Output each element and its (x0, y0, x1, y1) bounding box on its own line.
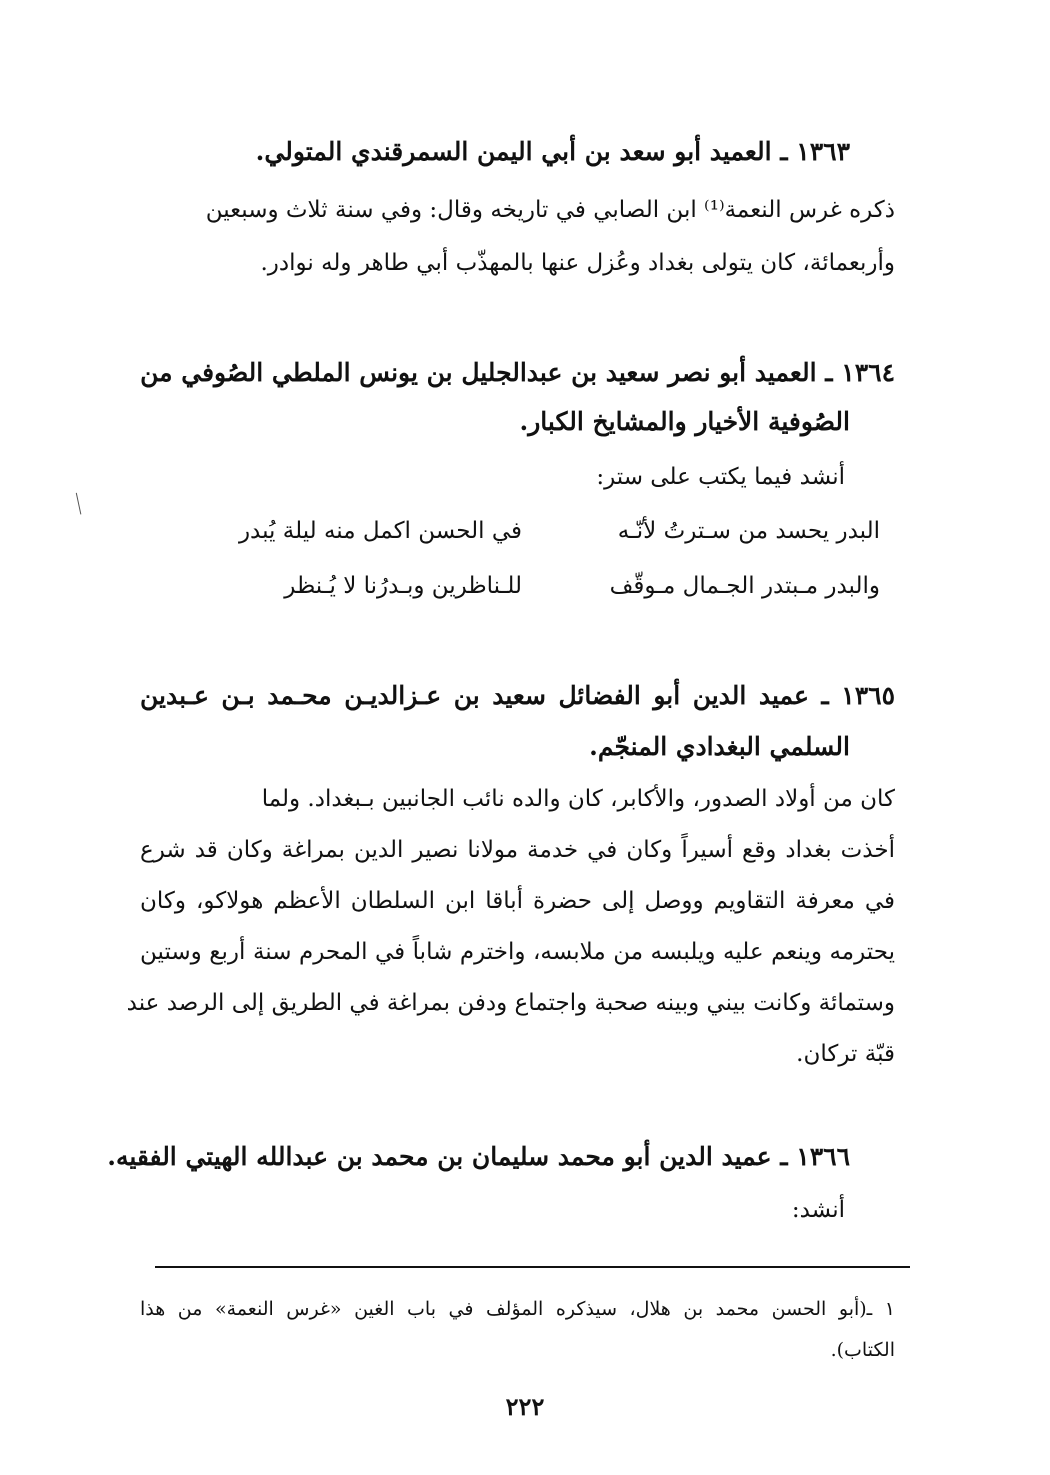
entry-1365-body-line: يحترمه وينعم عليه ويلبسه من ملابسه، واخترم شاباً في المحرم سنة أربع وستين (140, 939, 895, 965)
entry-1365-heading-cont: السلمي البغدادي المنجّم. (589, 732, 850, 761)
footnote-line: ١ ـ(أبو الحسن محمد بن هلال، سيذكره المؤلف في باب الغين «غرس النعمة» من هذا (140, 1298, 895, 1320)
entry-1366-heading: ١٣٦٦ ـ عميد الدين أبو محمد سليمان بن محمد بن عبدالله الهيتي الفقيه. (107, 1142, 850, 1171)
entry-1365-body-line: أخذت بغداد وقع أسيراً وكان في خدمة مولانا نصير الدين بمراغة وكان قد شرع (140, 837, 895, 863)
entry-1365-body-line: قبّة تركان. (796, 1041, 895, 1067)
verse-2-first-hemistich: والبدر مـبتدر الجـمال مـوقّف (609, 573, 880, 599)
entry-1366-body: أنشد: (791, 1197, 845, 1223)
entry-1363-heading: ١٣٦٣ ـ العميد أبو سعد بن أبي اليمن السمرقندي المتولي. (255, 137, 850, 166)
entry-1365-body-line: في معرفة التقاويم ووصل إلى حضرة أباقا ابن السلطان الأعظم هولاكو، وكان (140, 888, 895, 914)
page-number: ٢٢٢ (505, 1392, 545, 1421)
verse-1-first-hemistich: البدر يحسد من سـترتُ لأنّـه (617, 518, 880, 544)
entry-1365-body-line: كان من أولاد الصدور، والأكابر، كان والده نائب الجانبين بـبغداد. ولما (261, 786, 895, 812)
entry-1365-heading: ١٣٦٥ ـ عميد الدين أبو الفضائل سعيد بن عـزالديـن محـمد بـن عـبدين (140, 681, 895, 710)
footnote-line: الكتاب). (830, 1339, 895, 1361)
entry-1363-body-line: وأربعمائة، كان يتولى بغداد وعُزل عنها بالمهذّب أبي طاهر وله نوادر. (260, 250, 895, 276)
margin-mark (76, 492, 87, 515)
entry-1364-heading: ١٣٦٤ ـ العميد أبو نصر سعيد بن عبدالجليل بن يونس الملطي الصُوفي من (140, 358, 895, 387)
verse-1-second-hemistich: في الحسن اكمل منه ليلة يُبدر (238, 518, 522, 544)
footnote-divider (155, 1266, 910, 1268)
entry-1365-body-line: وستمائة وكانت بيني وبينه صحبة واجتماع ودفن بمراغة في الطريق إلى الرصد عند (126, 990, 895, 1016)
entry-1363-body-line: ذكره غرس النعمة⁽¹⁾ ابن الصابي في تاريخه وقال: وفي سنة ثلاث وسبعين (205, 197, 895, 223)
entry-1364-heading-cont: الصُوفية الأخيار والمشايخ الكبار. (519, 407, 850, 436)
entry-1364-intro: أنشد فيما يكتب على ستر: (596, 464, 845, 490)
verse-2-second-hemistich: للـناظرين وبـدرُنا لا يُـنظر (284, 573, 522, 599)
